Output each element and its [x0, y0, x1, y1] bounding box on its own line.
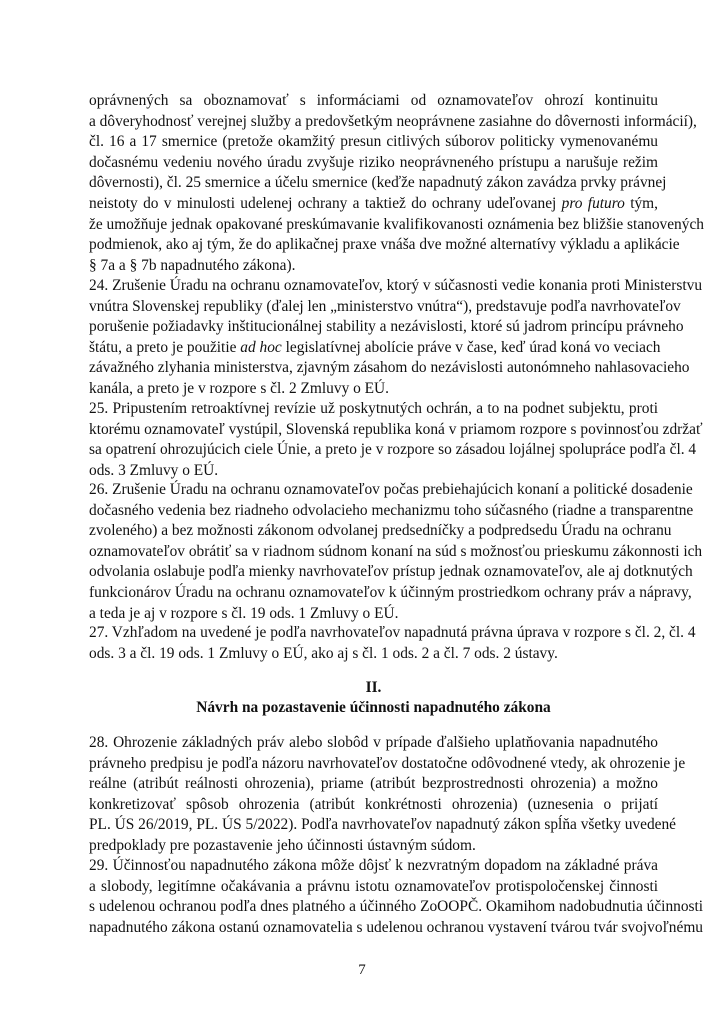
text-fragment: neistoty do v minulosti udelenej ochrany a taktiež do ochrany udeľovanej — [89, 194, 562, 212]
text-line: § 7a a § 7b napadnutého zákona). — [89, 256, 296, 274]
text-line: odvolania oslabuje podľa mienky navrhovateľov prístup jednak oznamovateľov, ale aj dotknutých — [89, 563, 693, 581]
text-line-with-italic — [89, 194, 658, 215]
text-line: dočasnému vedeniu nového úradu zvyšuje riziko neoprávneného prístupu a narušuje režim — [89, 153, 658, 171]
text-line: s udelenou ochranou podľa dnes platného a účinného ZoOOPČ. Okamihom nadobudnutia účinnosti — [89, 898, 704, 916]
italic-term: pro futuro — [561, 194, 625, 212]
text-line: vnútra Slovenskej republiky (ďalej len „ministerstvo vnútra“), predstavuje podľa navrhovateľov — [89, 297, 681, 315]
section-title: Návrh na pozastavenie účinnosti napadnutého zákona — [196, 699, 551, 716]
text-line: ods. 3 Zmluvy o EÚ. — [89, 461, 219, 479]
text-line: právneho predpisu je podľa názoru navrhovateľov dostatočne odôvodnené vtedy, ak ohrozenie je — [89, 754, 686, 772]
text-line: 24. Zrušenie Úradu na ochranu oznamovateľov, ktorý v súčasnosti vedie konania proti Ministerstvu — [89, 277, 703, 294]
text-fragment: štátu, a preto je použitie — [89, 338, 241, 356]
paragraph-27 — [89, 623, 696, 664]
paragraph-24 — [89, 276, 703, 400]
paragraph-continuation — [89, 91, 704, 276]
italic-term: ad hoc — [240, 338, 282, 356]
text-line: 28. Ohrozenie základných práv alebo slobôd v prípade ďalšieho uplatňovania napadnutého — [89, 734, 658, 751]
section-number: II. — [365, 679, 382, 696]
text-line: 29. Účinnosťou napadnutého zákona môže dôjsť k nezvratným dopadom na základné práva — [89, 857, 658, 874]
text-line: PL. ÚS 26/2019, PL. ÚS 5/2022). Podľa navrhovateľov napadnutý zákon spĺňa všetky uvedené — [89, 816, 677, 834]
text-line: 27. Vzhľadom na uvedené je podľa navrhovateľov napadnutá právna úprava v rozpore s čl. 2, čl. 4 — [89, 624, 696, 641]
text-line: a slobody, legitímne očakávania a právnu istotu oznamovateľov protispoločenskej činnosti — [89, 877, 658, 895]
text-line: 26. Zrušenie Úradu na ochranu oznamovateľov počas prebiehajúcich konaní a politické dosadenie — [89, 481, 693, 498]
text-line: ktorému oznamovateľ vystúpil, Slovenská republika koná v priamom rozpore s povinnosťou zdržať — [89, 420, 703, 438]
paragraph-25 — [89, 399, 703, 481]
text-line: že umožňuje jednak opakované preskúmavanie kvalifikovanosti oznámenia bez bližšie stanovených — [89, 215, 704, 233]
text-line: oprávnených sa oboznamovať s informáciami od oznamovateľov ohrozí kontinuitu — [89, 92, 658, 109]
text-line: napadnutého zákona ostanú oznamovatelia s udelenou ochranou vystavení tvárou tvár svojvoľnému — [89, 918, 704, 936]
text-line: podmienok, ako aj tým, že do aplikačnej praxe vnáša dve možné alternatívy výkladu a aplikácie — [89, 236, 680, 254]
text-line-with-italic — [89, 338, 661, 359]
text-line: predpoklady pre pozastavenie jeho účinnosti ústavným súdom. — [89, 836, 476, 854]
text-line: závažného zlyhania ministerstva, zjavným zásahom do nezávislosti autonómneho nahlasovacieho — [89, 359, 690, 377]
text-line: konkretizovať spôsob ohrozenia (atribút konkrétnosti ohrozenia) (uznesenia o prijatí — [89, 795, 658, 813]
paragraph-26 — [89, 480, 703, 624]
paragraph-29 — [89, 856, 704, 938]
text-line: porušenie požiadavky inštitucionálnej stability a nezávislosti, ktoré sú jadrom princípu právneho — [89, 318, 684, 336]
text-line: funkcionárov Úradu na ochranu oznamovateľov k účinným prostriedkom ochrany práv a nápravy, — [89, 583, 692, 601]
text-line: čl. 16 a 17 smernice (pretože okamžitý presun citlivých súborov politicky vymenovanému — [89, 133, 658, 151]
page-number: 7 — [358, 962, 366, 978]
text-fragment: legislatívnej abolície práve v čase, keď úrad koná vo veciach — [281, 338, 661, 356]
text-line: reálne (atribút reálnosti ohrozenia), priame (atribút bezprostrednosti ohrozenia) a možno — [89, 775, 658, 793]
text-line: a dôveryhodnosť verejnej služby a predovšetkým neoprávnene zasiahne do dôvernosti informácií), — [89, 112, 697, 130]
text-line: a teda je aj v rozpore s čl. 19 ods. 1 Zmluvy o EÚ. — [89, 604, 399, 622]
text-line: oznamovateľov obrátiť sa v riadnom súdnom konaní na súd s možnosťou prieskumu zákonnosti ich — [89, 542, 703, 560]
text-line: kanála, a preto je v rozpore s čl. 2 Zmluvy o EÚ. — [89, 379, 390, 397]
text-line: dôvernosti), čl. 25 smernice a účelu smernice (keďže napadnutý zákon zavádza prvky právnej — [89, 174, 667, 192]
text-line: zvoleného) a bez možnosti zákonom odvolanej predsedníčky a podpredsedu Úradu na ochranu — [89, 522, 672, 540]
text-line: sa opatrení ohrozujúcich ciele Únie, a preto je v rozpore so zásadou lojálnej spolupráce podľa čl. 4 — [89, 441, 697, 459]
paragraph-28 — [89, 733, 686, 857]
text-line: dočasného vedenia bez riadneho odvolacieho mechanizmu toho súčasného (riadne a transparentne — [89, 501, 694, 519]
text-line: 25. Pripustením retroaktívnej revízie už poskytnutých ochrán, a to na podnet subjektu, proti — [89, 400, 658, 417]
text-fragment: tým, — [624, 194, 658, 212]
text-line: ods. 3 a čl. 19 ods. 1 Zmluvy o EÚ, ako aj s čl. 1 ods. 2 a čl. 7 ods. 2 ústavy. — [89, 644, 558, 662]
